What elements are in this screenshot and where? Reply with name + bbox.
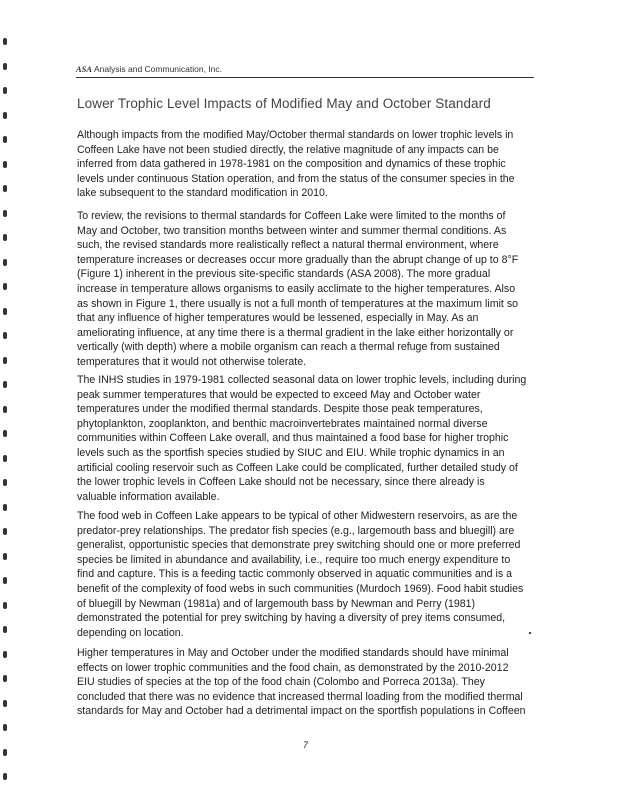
hole-mark (3, 455, 7, 462)
text-line: demonstrated the potential for prey switching by having a diversity of prey items consumed, (77, 612, 506, 625)
text-line: concluded that there was no evidence that increased thermal loading from the modified thermal (77, 690, 523, 703)
text-line: temperature increases or decreases occur more gradually than the abrupt change of up to 8°F (77, 253, 519, 266)
text-line: temperatures under the modified thermal standards. Despite those peak temperatures, (77, 403, 483, 416)
hole-mark (3, 651, 7, 658)
hole-mark (3, 577, 7, 584)
text-line: species be limited in abundance and availability, i.e., require too much energy expenditure to (77, 553, 511, 566)
text-line: temperatures that it would not otherwise tolerate. (77, 355, 307, 368)
hole-mark (3, 430, 7, 437)
text-line: the lower trophic levels in Coffeen Lake should not be necessary, since there already is (77, 476, 485, 489)
hole-mark (3, 675, 7, 682)
hole-mark (3, 112, 7, 119)
page-header (76, 64, 222, 74)
hole-mark (3, 63, 7, 70)
section-title: Lower Trophic Level Impacts of Modified May and October Standard (77, 96, 491, 111)
hole-mark (3, 406, 7, 413)
hole-mark (3, 773, 7, 780)
text-line: peak summer temperatures that would be expected to exceed May and October water (77, 388, 481, 401)
text-line: as shown in Figure 1, there usually is not a full month of temperatures at the maximum limit so (77, 297, 519, 310)
hole-mark (3, 136, 7, 143)
hole-mark (3, 234, 7, 241)
hole-mark (3, 479, 7, 486)
text-line: predator-prey relationships. The predator fish species (e.g., largemouth bass and bluegill) are (77, 524, 515, 537)
hole-mark (3, 357, 7, 364)
text-line: (Figure 1) inherent in the previous site-specific standards (ASA 2008). The more gradual (77, 268, 491, 281)
hole-mark (3, 724, 7, 731)
hole-mark (3, 38, 7, 45)
paragraph-1 (77, 128, 515, 201)
hole-mark (3, 602, 7, 609)
binder-hole-marks (3, 38, 15, 798)
text-line: valuable information available. (77, 490, 220, 503)
text-line: of bluegill by Newman (1981a) and of largemouth bass by Newman and Perry (1981) (77, 597, 476, 610)
text-line: The INHS studies in 1979-1981 collected seasonal data on lower trophic levels, including during (77, 374, 527, 386)
text-line: such, the revised standards more realistically reflect a natural thermal environment, where (77, 239, 499, 252)
text-line: artificial cooling reservoir such as Coffeen Lake could be complicated, further detailed study of (77, 461, 518, 474)
text-line: To review, the revisions to thermal standards for Coffeen Lake were limited to the months of (77, 210, 506, 222)
hole-mark (3, 528, 7, 535)
text-line: Higher temperatures in May and October under the modified standards should have minimal (77, 647, 509, 659)
text-line: standards for May and October had a detrimental impact on the sportfish populations in Coffeen (77, 705, 526, 718)
hole-mark (3, 161, 7, 168)
text-line: generalist, opportunistic species that demonstrate prey switching should one or more preferred (77, 539, 521, 552)
paragraph-5 (77, 646, 526, 719)
text-line: effects on lower trophic communities and the food chain, as demonstrated by the 2010-2012 (77, 661, 509, 674)
text-line: lake subsequent to the standard modification in 2010. (77, 187, 328, 200)
hole-mark (3, 308, 7, 315)
hole-mark (3, 185, 7, 192)
hole-mark (3, 87, 7, 94)
hole-mark (3, 700, 7, 707)
text-line: that any influence of higher temperatures would be lessened, especially in May. As an (77, 312, 479, 325)
hole-mark (3, 259, 7, 266)
text-line: EIU studies of species at the top of the food chain (Colombo and Porreca 2013a). They (77, 676, 485, 689)
text-line: increase in temperature allows organisms to easily acclimate to the higher temperatures. Also (77, 282, 516, 295)
page-number: 7 (303, 740, 309, 750)
hole-mark (3, 210, 7, 217)
text-line: ameliorating influence, at any time there is a thermal gradient in the lake either horizontally or (77, 326, 514, 339)
hole-mark (3, 553, 7, 560)
text-line: Although impacts from the modified May/October thermal standards on lower trophic levels in (77, 129, 514, 141)
text-line: find and capture. This is a feeding tactic commonly observed in aquatic communities and is a (77, 568, 512, 581)
company-name: Analysis and Communication, Inc. (93, 64, 223, 74)
paragraph-3 (77, 373, 526, 504)
text-line: communities within Coffeen Lake overall, and thus maintained a food base for higher trophic (77, 432, 509, 445)
text-line: The food web in Coffeen Lake appears to be typical of other Midwestern reservoirs, as are the (77, 510, 518, 522)
hole-mark (3, 283, 7, 290)
text-line: inferred from data gathered in 1978-1981 on the composition and dynamics of these trophic (77, 158, 506, 171)
text-line: vertically (with depth) where a mobile organism can reach a thermal refuge from sustained (77, 341, 500, 354)
text-line: May and October, two transition months between winter and summer thermal conditions. As (77, 224, 507, 237)
text-line: benefit of the complexity of food webs in such communities (Murdoch 1969). Food habit studies (77, 582, 524, 595)
hole-mark (3, 504, 7, 511)
paragraph-2 (77, 209, 518, 370)
text-line: Coffeen Lake have not been studied directly, the relative magnitude of any impacts can be (77, 143, 499, 156)
header-rule (76, 77, 534, 78)
hole-mark (3, 749, 7, 756)
paragraph-4 (77, 509, 523, 640)
hole-mark (3, 381, 7, 388)
text-line: phytoplankton, zooplankton, and benthic macroinvertebrates maintained normal diverse (77, 417, 488, 430)
hole-mark (3, 332, 7, 339)
scan-speck (529, 632, 531, 634)
text-line: levels under continuous Station operation, and from the status of the consumer species in the (77, 172, 515, 185)
text-line: levels such as the sportfish species studied by SIUC and EIU. While trophic dynamics in an (77, 446, 505, 459)
company-logo: ASA (76, 64, 93, 74)
hole-mark (3, 626, 7, 633)
text-line: depending on location. (77, 626, 184, 639)
